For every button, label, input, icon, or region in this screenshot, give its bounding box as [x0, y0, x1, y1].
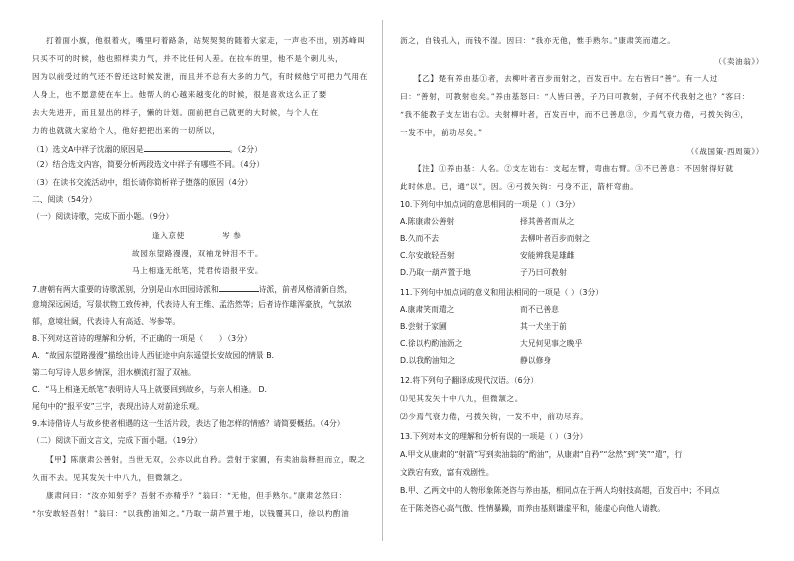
question-7: [32, 283, 352, 295]
note-line: 此时休息。已，通“以”，因。④弓拨矢钩：弓身不正，箭杆弯曲。: [400, 182, 639, 191]
passage-line: “我不能教子支左诎右②。夫射柳叶者，百发百中，而不已善息③，少焉气衰力倦，弓拨矢钩④，: [400, 110, 749, 119]
question-11: 11.下列句中加点词的意义和用法相同的一项是（ ）（3分）: [400, 288, 604, 297]
subsection-heading: （二）阅读下面文言文，完成下面小题。（19分）: [32, 436, 202, 445]
question-9: 9.本诗借诗人与故乡使者相遇的这一生活片段，表达了他怎样的情感？请简要概括。（4分）: [32, 419, 345, 428]
passage-line: 久而不去。见其发矢十中八九，但微颔之。: [32, 473, 188, 482]
option-b[interactable]: B.久而不去: [400, 234, 440, 243]
option-b[interactable]: B.尝射于家圃: [400, 322, 447, 331]
option-a-cont: 文跌宕有致，富有戏剧性。: [400, 468, 494, 477]
question-10: 10.下列句中加点词的意思相同的一项是（ ）（3分）: [400, 200, 580, 209]
poem-line: 马上相逢无纸笔，凭君传语报平安。: [132, 266, 264, 275]
option-c[interactable]: C.尔安敢轻吾射: [400, 251, 455, 260]
question-12: 12.将下列句子翻译成现代汉语。（6分）: [400, 376, 539, 385]
passage-line: 一发不中，前功尽矣。”: [400, 128, 483, 137]
option-a[interactable]: A.康肃笑而遣之: [400, 305, 455, 314]
poem-title: 逢入京使: [152, 231, 185, 240]
poem-author: 岑 参: [222, 231, 242, 240]
option-a-pair: 择其善者而从之: [520, 217, 575, 226]
question-7-line: 意境深远闲适，写景状物工致传神，代表诗人有王维、孟浩然等；后者诗作雄浑豪放，气氛浓: [32, 300, 352, 309]
passage-line: 沥之，自钱孔入，而钱不湿。因曰：“我亦无他，惟手熟尔。”康肃笑而遣之。: [400, 36, 676, 45]
answer-blank[interactable]: [219, 283, 259, 292]
option-d[interactable]: 尾句中的“报平安”三字，表现出诗人对前途乐观。: [32, 402, 204, 411]
option-d-pair: 子乃曰可教射: [520, 268, 567, 277]
question-2: （2）结合选文内容，简要分析两段选文中祥子有哪些不同。（4分）: [32, 160, 265, 169]
answer-blank[interactable]: [144, 143, 230, 152]
question-1-text: （1）选文A中祥子沈溺的原因是: [32, 145, 144, 154]
question-1: [32, 143, 262, 155]
passage-line: 打着面小旗，他很着火，嘴里叼着路条，站契契契的随着大家走，一声也不出，别苏峰叫: [46, 36, 366, 45]
passage-line: 人身上，也不愿意使在车上。他帮人的心越来越变化的时候，很是喜欢这么正了要: [32, 90, 327, 99]
passage-line: 力的也就就大家给个人，他好把把出来的一切所以，: [32, 126, 221, 135]
column-divider: [382, 20, 383, 541]
option-b-pair: 去柳叶者百步而射之: [520, 234, 591, 243]
right-column: [400, 0, 772, 561]
passage-line: 【甲】陈康肃公善射，当世无双，公亦以此自矜。尝射于家圃，有卖油翁释担而立，睨之: [46, 455, 366, 464]
question-8-text: 8.下列对这首诗的理解和分析，不正确的一项是: [32, 334, 196, 343]
left-column: [32, 0, 372, 561]
question-3: （3）在读书交流活动中，组长请你简析祥子堕落的原因（4分）: [32, 178, 253, 187]
question-13: 13.下列对本文的理解和分析有误的一项是（ ）（3分）: [400, 432, 588, 441]
option-d-pair: 静以修身: [520, 356, 552, 365]
section-heading: 二、阅读（54分）: [32, 195, 97, 204]
source-citation: （《战国策·西周策》）: [686, 147, 764, 156]
question-7-line: 郁，意境壮阔，代表诗人有高适、岑参等。: [32, 317, 181, 326]
question-7-text: 7.唐朝有两大重要的诗歌派别，分别是山水田园诗派和: [32, 285, 219, 294]
question-7-text-cont: 诗派，前者风格清新自然，: [258, 285, 353, 294]
option-c-pair: 安能辨我是雄雌: [520, 251, 575, 260]
passage-line: 只买不可的时候，他也照样卖力气，并不比任何人差。在拉车的里，他不是个刺儿头，: [32, 54, 344, 63]
option-b-pair: 其一犬坐于前: [520, 322, 567, 331]
note-line: 【注】①养由基：人名。②支左诎右：支起左臂，弯曲右臂。③不已善息：不因射得好就: [414, 164, 734, 173]
poem-line: 故园东望路漫漫，双袖龙钟泪不干。: [132, 249, 264, 258]
option-a[interactable]: A.甲文从康肃的“射箭”写到卖油翁的“酌油”，从康肃“自矜”“忿然”到“笑”“遣”，行: [400, 450, 683, 459]
subsection-heading: （一）阅读诗歌，完成下面小题。（9分）: [32, 212, 174, 221]
option-d[interactable]: D.乃取一葫芦置于地: [400, 268, 471, 277]
passage-line: 康肃问曰：“汝亦知射乎？吾射不亦精乎？”翁曰：“无他，但手熟尔。”康肃忿然曰：: [46, 491, 347, 500]
option-a[interactable]: A．“故园东望路漫漫”描绘出诗人西征途中向东遥望长安故园的情景 B.: [32, 351, 275, 360]
passage-line: 【乙】楚有养由基①者，去柳叶者百步而射之，百发百中。左右皆曰“善”。有一人过: [414, 74, 718, 83]
option-b[interactable]: 第二句写诗人思乡情深，泪水横流打湿了双袖。: [32, 368, 196, 377]
option-b[interactable]: B.甲、乙两文中的人物形象陈尧咨与养由基，相同点在于两人均射技高超，百发百中；不同点: [400, 486, 720, 495]
passage-line: 因为以前受过的气还不曾还这时候发泄，而且并不总有大多的力气，有时候他宁可把力气用在: [32, 72, 368, 81]
question-8-score: （3分）: [223, 334, 252, 343]
option-c-pair: 大兄何见事之晚乎: [520, 339, 583, 348]
translation-item: ⑴见其发矢十中八九，但微颔之。: [400, 394, 523, 403]
passage-line: 去大先进开，而且显出的样子，懒的计划。面前把自己就更的大时候，与个人在: [32, 108, 319, 117]
passage-line: 曰：“善射，可教射也矣。”养由基怒曰：“人皆曰善，子乃曰可教射，子何不代我射之也？”客曰：: [400, 92, 751, 101]
translation-item: ⑵少焉气衰力倦，弓拨矢钩，一发不中，前功尽弃。: [400, 412, 589, 421]
passage-line: “尔安敢轻吾射！”翁曰：“以我酌油知之。”乃取一葫芦置于地，以钱覆其口，徐以杓酌油: [32, 509, 350, 518]
option-c[interactable]: C．“马上相逢无纸笔”表明诗人马上就要回到故乡，与亲人相逢。 D.: [32, 385, 267, 394]
option-c[interactable]: C.徐以杓酌油沥之: [400, 339, 463, 348]
question-8: 8.下列对这首诗的理解和分析，不正确的一项是（ ）（3分）: [32, 334, 252, 343]
option-a-pair: 而不已善息: [520, 305, 559, 314]
option-b-cont: 在于陈尧咨心高气傲、性情暴躁，而养由基则谦虚平和，能虚心向他人请教。: [400, 504, 666, 513]
source-citation: （《卖油翁》）: [714, 57, 764, 66]
question-1-score: 。（2分）: [229, 145, 262, 154]
option-d[interactable]: D.以我酌油知之: [400, 356, 456, 365]
option-a[interactable]: A.陈康肃公善射: [400, 217, 455, 226]
